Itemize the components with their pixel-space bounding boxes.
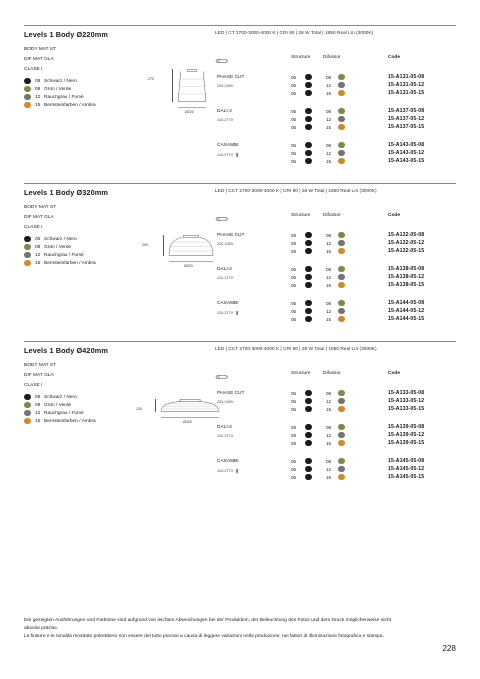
diffusor-swatch [338,432,345,439]
variant-row [24,123,456,131]
structure-code: 05 [291,432,297,438]
diffusor-code: 08 [326,142,332,148]
structure-code: 05 [291,74,297,80]
color-name: Rauchgrau / Fumé [44,94,84,100]
light-specs: LED | CCT 2700-3000-4000 K | CRI 90 | 28 W Total | 1850 Real Lm (3000K) [215,189,377,194]
diffusor-swatch [338,440,345,447]
variant-row [24,307,456,315]
driver-voltage-text: 110-277V [217,469,234,473]
driver-voltage-text: 110-277V [217,311,234,315]
diffusor-swatch [338,466,345,473]
diffusor-swatch [338,424,345,431]
diffusor-swatch [338,398,345,405]
diffusor-code: 15 [326,406,332,412]
height-dimension: 270 [148,77,154,81]
structure-swatch [305,248,312,255]
structure-header: Structure [291,371,311,376]
color-code: 15 [35,418,41,424]
structure-swatch [305,390,312,397]
color-name: Bernsteinfarben / Ambra [44,102,96,108]
color-name: Rauchgrau / Fumé [44,410,84,416]
structure-swatch [305,440,312,447]
color-code: 12 [35,252,41,258]
material-line: BODY MAT ST [24,363,56,368]
diffusor-code: 15 [326,248,332,254]
structure-code: 05 [291,282,297,288]
material-line: DIF MAT GLA [24,215,54,220]
product-section [24,183,456,333]
structure-code: 05 [291,150,297,156]
variant-row [24,439,456,447]
diffusor-code: 08 [326,74,332,80]
structure-header: Structure [291,55,311,60]
product-code: 15-A143-05-08 [388,142,425,148]
variant-row [24,107,456,115]
diffusor-code: 08 [326,458,332,464]
code-header: Code [388,371,400,376]
diffusor-code: 12 [326,240,332,246]
diffusor-swatch [338,458,345,465]
structure-code: 05 [291,274,297,280]
structure-code: 05 [291,474,297,480]
variant-row [24,315,456,323]
driver-name: PHASE CUT [217,233,245,238]
driver-name: DALI-2 [217,109,232,114]
page-number: 228 [442,644,456,653]
color-code: 08 [35,244,41,250]
structure-code: 05 [291,158,297,164]
diffusor-code: 12 [326,308,332,314]
material-line: BODY MAT ST [24,205,56,210]
material-line: CLASE I [24,225,43,230]
diffusor-code: 12 [326,150,332,156]
variant-row [24,236,456,247]
diffusor-code: 08 [326,108,332,114]
driver-name: CASAMBI [217,143,239,148]
structure-swatch [305,274,312,281]
structure-swatch [305,90,312,97]
diffusor-code: 15 [326,124,332,130]
variant-row [24,394,456,405]
variant-row [24,431,456,439]
variant-row [24,273,456,281]
product-code: 15-A145-05-12 [388,466,425,472]
code-header: Code [388,55,400,60]
structure-code: 05 [291,266,297,272]
product-code: 15-A133-05-12 [388,398,425,404]
product-code: 15-A132-05-08 [388,232,425,238]
structure-header: Structure [291,213,311,218]
structure-code: 05 [291,240,297,246]
diameter-dimension: Ø420 [183,420,192,424]
structure-code: 05 [291,232,297,238]
diffusor-swatch [338,90,345,97]
led-driver-icon [215,374,229,380]
product-code: 15-A138-05-08 [388,266,425,272]
section-title: Levels 1 Body Ø420mm [24,346,108,355]
variant-row [24,157,456,165]
structure-swatch [305,232,312,239]
driver-voltage-text: 220-240V [217,84,234,88]
structure-swatch [305,266,312,273]
light-specs: LED | CT 2700-3000-4000 K | CRI 90 | 28 W Total | 1850 Real Lm (3000K) [215,31,374,36]
product-code: 15-A137-05-15 [388,124,425,130]
driver-voltage-text: 220-240V [217,400,234,404]
diffusor-header: Difussor [323,213,341,218]
material-line: BODY MAT ST [24,47,56,52]
diffusor-swatch [338,474,345,481]
diffusor-swatch [338,82,345,89]
structure-code: 05 [291,424,297,430]
diffusor-code: 12 [326,116,332,122]
diffusor-swatch [338,248,345,255]
diffusor-code: 08 [326,266,332,272]
diffusor-code: 12 [326,466,332,472]
structure-swatch [305,82,312,89]
variant-row [24,149,456,157]
variant-row [24,299,456,307]
driver-name: CASAMBI [217,459,239,464]
diameter-dimension: Ø220 [185,110,194,114]
structure-code: 05 [291,308,297,314]
color-code: 12 [35,410,41,416]
diffusor-code: 12 [326,82,332,88]
product-code: 15-A131-05-08 [388,74,425,80]
structure-swatch [305,316,312,323]
structure-code: 05 [291,116,297,122]
structure-swatch [305,424,312,431]
structure-code: 05 [291,124,297,130]
color-name: Grün / Verde [44,86,72,92]
product-code: 15-A131-05-15 [388,90,425,96]
diffusor-swatch [338,142,345,149]
color-name: Bernsteinfarben / Ambra [44,260,96,266]
diffusor-swatch [338,158,345,165]
color-name: Grün / Verde [44,402,72,408]
structure-code: 05 [291,406,297,412]
diffusor-code: 12 [326,432,332,438]
diameter-dimension: Ø320 [184,264,193,268]
product-code: 15-A145-05-15 [388,474,425,480]
color-code: 08 [35,402,41,408]
diffusor-swatch [338,316,345,323]
structure-swatch [305,142,312,149]
variant-row [24,465,456,473]
structure-code: 05 [291,466,297,472]
light-specs: LED | CCT 2700-3000-4000 K | CRI 90 | 28 W Total | 1850 Real Lm (3000K) [215,347,377,352]
disclaimer-footer [24,617,394,641]
structure-code: 05 [291,82,297,88]
structure-swatch [305,474,312,481]
structure-swatch [305,158,312,165]
structure-code: 05 [291,142,297,148]
structure-code: 05 [291,248,297,254]
driver-voltage-text: 110-277V [217,276,234,280]
color-name: Rauchgrau / Fumé [44,252,84,258]
height-dimension: 130 [136,407,142,411]
material-line: DIF MAT GLA [24,373,54,378]
section-title: Levels 1 Body Ø220mm [24,30,108,39]
variant-row [24,78,456,89]
driver-name: CASAMBI [217,301,239,306]
diffusor-code: 12 [326,398,332,404]
diffusor-swatch [338,116,345,123]
color-name: Schwarz / Nero [44,78,77,84]
material-line: CLASE I [24,383,43,388]
product-code: 15-A143-05-15 [388,158,425,164]
product-code: 15-A132-05-15 [388,248,425,254]
variant-row [24,423,456,431]
diffusor-swatch [338,308,345,315]
material-line: CLASE I [24,67,43,72]
led-driver-icon [215,216,229,222]
diffusor-swatch [338,124,345,131]
structure-swatch [305,150,312,157]
product-code: 15-A139-05-12 [388,432,425,438]
diffusor-swatch [338,232,345,239]
section-divider [24,183,456,184]
structure-code: 05 [291,390,297,396]
product-code: 15-A137-05-08 [388,108,425,114]
driver-name: PHASE CUT [217,391,245,396]
structure-swatch [305,432,312,439]
color-code: 15 [35,102,41,108]
driver-name: DALI-2 [217,267,232,272]
section-divider [24,341,456,342]
height-dimension: 200 [142,243,148,247]
diffusor-code: 15 [326,282,332,288]
diffusor-code: 15 [326,90,332,96]
diffusor-swatch [338,266,345,273]
diffusor-code: 08 [326,424,332,430]
product-code: 15-A144-05-15 [388,316,425,322]
diffusor-code: 08 [326,390,332,396]
product-code: 15-A144-05-12 [388,308,425,314]
disclaimer-italian: Le finiture e le tonalità mostrate potrebbero non essere del tutto precise a causa di leggere variazioni nella produzione, nei fattori di illuminazione fotografica e stampa. [24,634,384,640]
section-divider [24,25,456,26]
diffusor-code: 15 [326,316,332,322]
diffusor-swatch [338,74,345,81]
diffusor-code: 08 [326,232,332,238]
color-code: 08 [35,86,41,92]
structure-swatch [305,406,312,413]
structure-code: 05 [291,300,297,306]
product-code: 15-A137-05-12 [388,116,425,122]
diffusor-swatch [338,274,345,281]
product-section [24,341,456,491]
product-code: 15-A133-05-15 [388,406,425,412]
diffusor-header: Difussor [323,55,341,60]
product-code: 15-A132-05-12 [388,240,425,246]
color-name: Schwarz / Nero [44,236,77,242]
product-code: 15-A144-05-08 [388,300,425,306]
product-code: 15-A145-05-08 [388,458,425,464]
color-code: 05 [35,236,41,242]
diffusor-code: 15 [326,474,332,480]
structure-swatch [305,108,312,115]
variant-row [24,281,456,289]
variant-row [24,115,456,123]
section-title: Levels 1 Body Ø320mm [24,188,108,197]
diffusor-code: 12 [326,274,332,280]
color-name: Schwarz / Nero [44,394,77,400]
diffusor-swatch [338,108,345,115]
color-code: 15 [35,260,41,266]
diffusor-header: Difussor [323,371,341,376]
structure-swatch [305,240,312,247]
variant-row [24,141,456,149]
diffusor-code: 08 [326,300,332,306]
product-code: 15-A138-05-15 [388,282,425,288]
product-code: 15-A139-05-15 [388,440,425,446]
structure-swatch [305,124,312,131]
diffusor-swatch [338,240,345,247]
product-section [24,25,456,175]
structure-code: 05 [291,90,297,96]
color-code: 12 [35,94,41,100]
structure-swatch [305,282,312,289]
structure-code: 05 [291,458,297,464]
diffusor-swatch [338,300,345,307]
disclaimer-german: Die gezeigten Ausführungen und Farbtöne sind aufgrund von leichten Abweichungen bei der Produktion, der Beleuchtung des Fotos und dem Druck möglicherweise nicht absolut präzise. [24,618,392,632]
structure-swatch [305,74,312,81]
structure-code: 05 [291,108,297,114]
product-code: 15-A143-05-12 [388,150,425,156]
variant-row [24,265,456,273]
structure-code: 05 [291,440,297,446]
product-code: 15-A131-05-12 [388,82,425,88]
driver-voltage-text: 110-277V [217,118,234,122]
structure-swatch [305,458,312,465]
color-code: 05 [35,394,41,400]
structure-swatch [305,398,312,405]
structure-code: 05 [291,398,297,404]
variant-row [24,389,456,397]
diffusor-swatch [338,406,345,413]
diffusor-code: 15 [326,158,332,164]
variant-row [24,231,456,239]
diffusor-swatch [338,150,345,157]
driver-voltage-text: 110-277V [217,434,234,438]
structure-swatch [305,300,312,307]
diffusor-code: 15 [326,440,332,446]
structure-swatch [305,308,312,315]
variant-row [24,457,456,465]
driver-voltage-text: 220-240V [217,242,234,246]
product-code: 15-A138-05-12 [388,274,425,280]
variant-row [24,73,456,81]
structure-swatch [305,116,312,123]
color-name: Bernsteinfarben / Ambra [44,418,96,424]
product-code: 15-A133-05-08 [388,390,425,396]
material-line: DIF MAT GLA [24,57,54,62]
driver-name: PHASE CUT [217,75,245,80]
structure-code: 05 [291,316,297,322]
variant-row [24,473,456,481]
color-name: Grün / Verde [44,244,72,250]
diffusor-swatch [338,390,345,397]
driver-name: DALI-2 [217,425,232,430]
structure-swatch [305,466,312,473]
driver-voltage-text: 110-277V [217,153,234,157]
color-code: 05 [35,78,41,84]
led-driver-icon [215,58,229,64]
product-code: 15-A139-05-08 [388,424,425,430]
code-header: Code [388,213,400,218]
diffusor-swatch [338,282,345,289]
